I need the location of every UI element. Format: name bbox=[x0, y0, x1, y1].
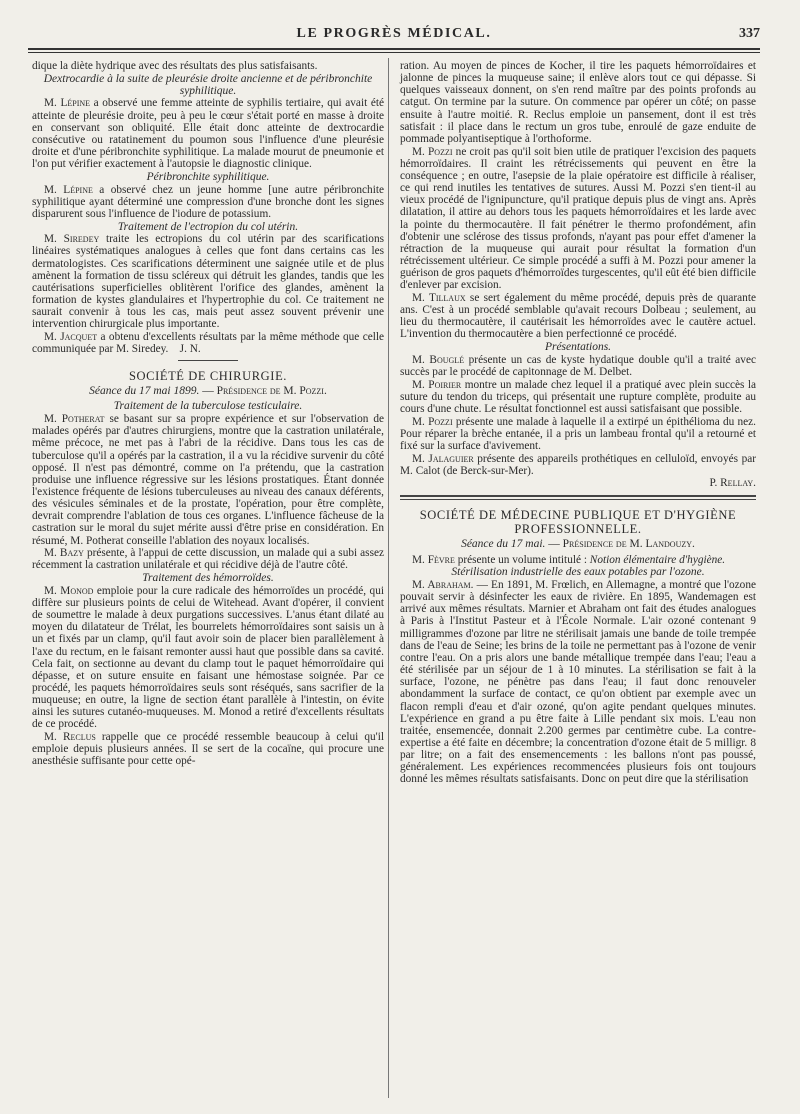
author-name: M. Abraham. bbox=[412, 578, 474, 591]
seance-line bbox=[400, 538, 756, 550]
paragraph bbox=[32, 184, 384, 220]
left-column bbox=[32, 60, 384, 768]
paragraph bbox=[400, 379, 756, 415]
right-column bbox=[400, 60, 756, 786]
column-divider bbox=[388, 58, 389, 1098]
author-name: M. Pozzi bbox=[412, 415, 453, 428]
author-name: M. Poirier bbox=[412, 378, 462, 391]
paragraph-text: — En 1891, M. Frœlich, en Allemagne, a montré que l'ozone pouvait servir à désinfecter les eaux de rivière. En 1895, Wandemagen est arrivé aux mêmes résultats. Marnier et Abraham ont fait des études analogues à Paris à l'Institut Pasteur et à l'École Normale. L'air ozoné contenant 9 milligrammes d'ozone par litre ne stérilisait jamais une bande de toile trempée dans de l'eau de Seine; les brins de la toile ne permettant pas à l'ozone de venir contre l'eau. On a pris alors une bande métallique trempée dans l'eau; l'eau a été stérilisée par un séjour de 1 à 10 minutes. La stérilisation se fait à la surface, l'ozone, ne pénètre pas dans l'eau; il faut donc renouveler abondamment la surface de contact, ce qu'on obtient par exemple avec un flacon rempli d'eau et d'air ozoné, qu'on agite pendant quelques minutes. L'expérience en grand a pu être faite à Lille pendant six mois. L'eau non traitée, ensemencée, donnait 2.200 germes par centimètre cube. La contre-expertise a été faite en décembre; la concentration d'ozone était de 5 milligr. 8 par litre; on a fait des ensemencements : les ballons n'ont pas poussé, généralement. Les expériences recommencées plusieurs fois ont toujours donné les mêmes résultats satisfaisants. Donc on peut dire que la stérilisation bbox=[400, 578, 756, 786]
section-heading: Traitement des hémorroïdes. bbox=[142, 572, 274, 585]
page-number: 337 bbox=[739, 26, 760, 41]
author-name: M. Lépine bbox=[44, 97, 91, 110]
author-name: M. Reclus bbox=[44, 731, 96, 744]
author-name: M. Bouglé bbox=[412, 353, 465, 366]
paragraph-text: présente, à l'appui de cette discussion, un malade qui a subi assez récemment la castration unilatérale et qui récidive déjà de l'autre côté. bbox=[32, 547, 385, 572]
author-name: M. Siredey bbox=[44, 233, 100, 246]
paragraph bbox=[400, 292, 756, 341]
paragraph-text: a obtenu d'excellents résultats par la même méthode que celle communiquée par M. Siredey. bbox=[32, 330, 385, 356]
paragraph bbox=[32, 97, 384, 170]
section-heading: Présentations. bbox=[544, 341, 612, 354]
paragraph bbox=[32, 547, 384, 571]
author-name: M. Monod bbox=[44, 584, 94, 597]
author-name: M. Jalaguier bbox=[412, 452, 474, 465]
paragraph bbox=[32, 585, 384, 731]
paragraph bbox=[400, 354, 756, 378]
author-name: M. Tillaux bbox=[412, 291, 466, 304]
author-name: M. Fèvre bbox=[412, 553, 455, 566]
page-header bbox=[28, 26, 760, 48]
signature: J. N. bbox=[179, 343, 201, 356]
author-name: M. Potherat bbox=[44, 413, 105, 426]
paragraph-text: a observé chez un jeune homme [une autre péribronchite syphilitique ayant déterminé une compression d'une bronche dont les signes disparurent sous l'influence de l'iodure de potassium. bbox=[32, 183, 384, 220]
paragraph-text: emploie pour la cure radicale des hémorroïdes un procédé, qui diffère sur plusieurs points de celui de Witehead. Avant d'opérer, il convient de soumettre le malade à deux purgations successives. L'anus étant dilaté au moyen du dilatateur de Trélat, les bourrelets hémorroïdaires sont saisis un à un et fixés par un clamp, qu'il faut avoir soin de placer bien parallèlement à l'axe du rectum, en le faisant remonter aussi haut que possible dans sa cavité. Cela fait, on sectionne au devant du clamp tout le paquet hémorroïdaire qui dépasse, et on suture ensuite en faisant une hémostase soignée. Par ce procédé, les paquets hémorroïdaires seuls sont réséqués, sans sacrifier de la muqueuse; en outre, la ligne de section étant parallèle à l'intestin, on évite ainsi les sutures cutanéo-muqueuses. M. Monod a retiré d'excellents résultats de ce procédé. bbox=[32, 584, 384, 731]
paragraph-text: rappelle que ce procédé ressemble beaucoup à celui qu'il emploie depuis plusieurs années. Il se sert de la cocaïne, qui procure une anesthésie suffisante pour cette opé- bbox=[32, 731, 384, 768]
header-rule bbox=[28, 48, 760, 53]
section-heading: Péribronchite syphilitique. bbox=[146, 170, 270, 183]
paragraph bbox=[32, 233, 384, 330]
paragraph: ration. Au moyen de pinces de Kocher, il tire les paquets hémorroïdaires et jalonne de pinces la muqueuse saine; il enlève alors tout ce qui dépasse. Si quelques vaisseaux donnent, on s'en rend maître par des points profonds au catgut. On termine par la suture. On commence par opérer un côté; on passe ensuite à l'autre moitié. R. Reclus emploie un pansement, dont il est très satisfait : il place dans le rectum un gros tube, enroulé de gaze enduite de pommade polyantiseptique à l'orthoforme. bbox=[400, 60, 756, 145]
paragraph bbox=[32, 731, 384, 767]
paragraph-text: présente une malade à laquelle il a extirpé un épithélioma du nez. Pour réparer la brèche entanée, il a pris un lambeau frontal qu'il a retourné et fixé sur la surface d'avivement. bbox=[400, 415, 756, 452]
society-title: SOCIÉTÉ DE CHIRURGIE. bbox=[128, 369, 288, 384]
paragraph-text: se basant sur sa propre expérience et sur l'observation de malades opérés par d'autres chirurgiens, montre que la castration unilatérale, même précoce, ne met pas à l'abri de la récidive. Dans tous les cas de tuberculose qu'il a opérés par la castration, il a vu la récidive survenir du côté opposé. Il n'est pas démontré, comme on l'a prétendu, que la castration produise une influence régressive sur les lésions prostatiques. Étant donnée l'existence fréquente de lésions tuberculeuses au niveau des canaux déférents, des vésicules séminales et de la prostate, l'opération, pour être complète, devrait comprendre l'ablation de tous ces organes. L'influence fâcheuse de la castration sur le moral du sujet mérite aussi d'être prise en considération. En résumé, M. Potherat conseille l'ablation des noyaux localisés. bbox=[32, 413, 385, 547]
section-rule bbox=[400, 495, 756, 500]
paragraph bbox=[400, 146, 756, 292]
paragraph-text: ne croit pas qu'il soit bien utile de pratiquer l'excision des paquets hémorroïdaires. Il craint les rétrécissements qui peuvent en être la conséquence ; en outre, l'asepsie de la plaie opératoire est difficile à réaliser, ce qui rend inutiles les tentatives de sutures. Aussi M. Pozzi s'en tient-il au vieux procédé de l'ignipuncture, qu'il pratique depuis plus de vingt ans. Après dilatation, il attire au dehors tous les paquets hémorroïdaires et les larde avec la pointe du thermocautère. Il fait pénétrer le thermo profondément, afin d'obtenir une sclérose des tissus profonds, n'ayant pas pour effet d'amener la rétraction de la muqueuse qui aurait pour résultat la formation d'un rétrécissement ultérieur. Ce simple procédé a suffi à M. Pozzi pour amener la guérison de gros paquets d'hémorroïdes turgescentes, qu'il eût été bien difficile d'enlever par excision. bbox=[400, 145, 756, 292]
seance-presidence: — Présidence de M. Pozzi. bbox=[202, 385, 327, 398]
author-name: M. Pozzi bbox=[412, 145, 453, 158]
paragraph bbox=[32, 413, 384, 547]
seance-line bbox=[32, 385, 384, 397]
paragraph-text: présente des appareils prothétiques en celluloïd, envoyés par M. Calot (de Berck-sur-Mer). bbox=[400, 452, 756, 477]
section-heading: Traitement de l'ectropion du col utérin. bbox=[117, 220, 299, 233]
author-name: M. Bazy bbox=[44, 547, 84, 560]
society-title: SOCIÉTÉ DE MÉDECINE PUBLIQUE ET D'HYGIÈNE PROFESSIONNELLE. bbox=[419, 508, 737, 537]
paragraph bbox=[400, 554, 756, 566]
paragraph bbox=[400, 579, 756, 786]
paragraph bbox=[400, 453, 756, 477]
paragraph-text: se sert également du même procédé, depuis près de quarante ans. C'est à un procédé semblable qu'avait recours Dolbeau ; seulement, au lieu du thermocautère, il cautérisait les hémorroïdes avec le cautère actuel. L'invention du thermocautère a bien perfectionné ce procédé. bbox=[400, 291, 756, 341]
seance-presidence: — Présidence de M. Landouzy. bbox=[548, 538, 695, 551]
paragraph-text: présente un volume intitulé : bbox=[457, 553, 587, 566]
paragraph-text: montre un malade chez lequel il a pratiqué avec plein succès la suture du tendon du triceps, qui présentait une rupture complète, produite au cours d'une chute. Le résultat fonctionnel est aussi satisfaisant que possible. bbox=[400, 378, 757, 415]
paragraph bbox=[400, 416, 756, 452]
section-heading: Traitement de la tuberculose testiculaire. bbox=[113, 400, 303, 413]
book-title: Notion élémentaire d'hygiène. bbox=[589, 553, 726, 566]
seance-date: Séance du 17 mai 1899. bbox=[89, 385, 200, 398]
paragraph-text: traite les ectropions du col utérin par des scarifications linéaires systématiques analogues à celles que font dans certains cas les dermatologistes. Ces scarifications déterminent une saignée utile et de plus amènent la formation de tissu scléreux qui détruit les glandes, tandis que les cautérisations superficielles oblitèrent l'orifice des glandes, amènent la formation de kystes glandulaires et l'hypertrophie du col. Ce traitement ne saurait convenir à tous les cas, mais peut assez souvent prévenir une intervention chirurgicale plus importante. bbox=[32, 233, 384, 331]
paragraph bbox=[32, 331, 384, 355]
author-name: M. Jacquet bbox=[44, 330, 98, 343]
seance-date: Séance du 17 mai. bbox=[461, 538, 546, 551]
author-name: M. Lépine bbox=[44, 183, 93, 196]
section-heading: Stérilisation industrielle des eaux potables par l'ozone. bbox=[451, 566, 705, 579]
section-heading: Dextrocardie à la suite de pleurésie droite ancienne et de péribronchite syphilitique. bbox=[43, 72, 373, 97]
signature: P. Rellay. bbox=[709, 477, 756, 490]
section-rule bbox=[178, 360, 238, 361]
paragraph: dique la diète hydrique avec des résultats des plus satisfaisants. bbox=[32, 60, 318, 72]
paragraph-text: a observé une femme atteinte de syphilis tertiaire, qui avait été atteinte de pleurésie droite, peu à peu le cœur s'était porté en masse à droite en conservant son obliquité. Elle était donc atteinte de dextrocardie consécutive ou ratatinement du poumon sous l'influence d'une pleurésie droite et d'une péribronchite syphilitique. La malade mourut de pneumonie et l'on put vérifier exactement à l'autopsie le diagnostic clinique. bbox=[32, 97, 384, 171]
running-title: LE PROGRÈS MÉDICAL. bbox=[296, 26, 492, 41]
paragraph-text: présente un cas de kyste hydatique double qu'il a traité avec succès par le procédé de capitonnage de M. Delbet. bbox=[400, 353, 756, 378]
